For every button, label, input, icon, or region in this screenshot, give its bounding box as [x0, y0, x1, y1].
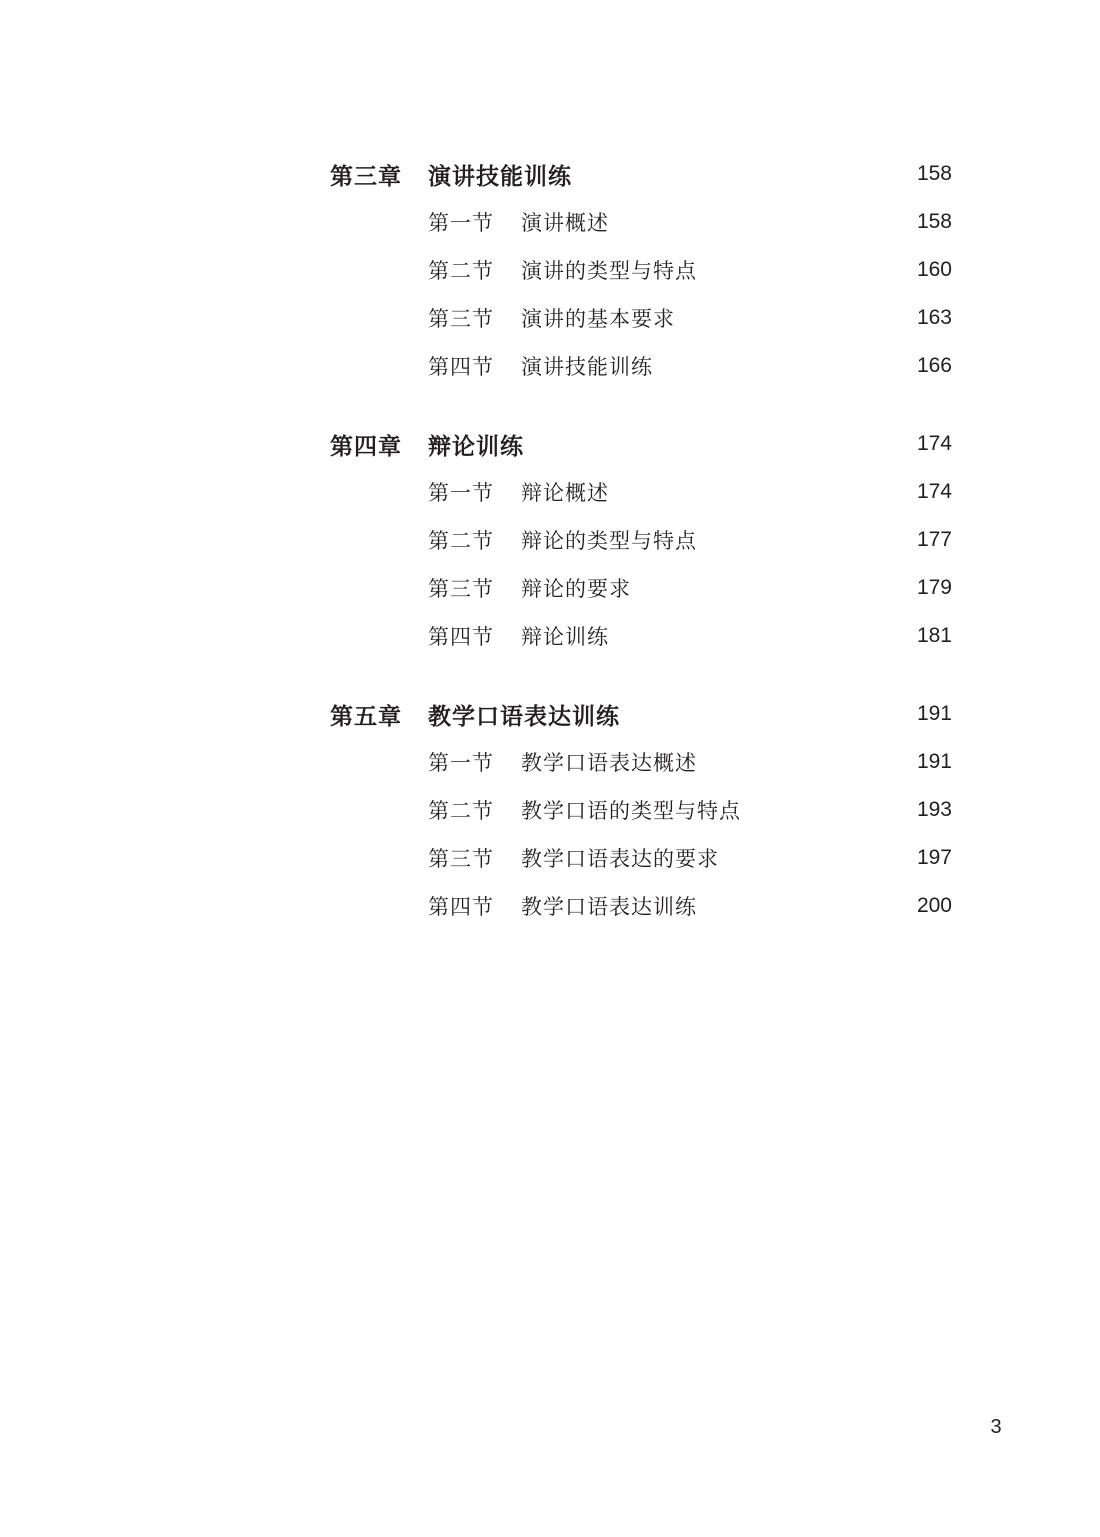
section-page-number: 163: [916, 306, 952, 329]
chapter-entry[interactable]: [330, 420, 952, 468]
section-page-number: 200: [916, 894, 952, 917]
chapter-block: [330, 420, 952, 660]
section-title: 教学口语表达概述: [521, 751, 697, 775]
section-entry[interactable]: [330, 342, 952, 390]
section-entry[interactable]: [330, 198, 952, 246]
chapter-title: 演讲技能训练: [428, 162, 572, 190]
section-title: 辩论训练: [521, 625, 609, 649]
section-page-number: 193: [916, 798, 952, 821]
section-number: 第四节: [428, 895, 494, 919]
section-title: 演讲的类型与特点: [521, 259, 697, 283]
chapter-block: [330, 150, 952, 390]
chapter-entry[interactable]: [330, 690, 952, 738]
section-entry[interactable]: [330, 738, 952, 786]
section-page-number: 166: [916, 354, 952, 377]
section-page-number: 197: [916, 846, 952, 869]
section-number: 第二节: [428, 799, 494, 823]
chapter-page-number: 191: [916, 702, 952, 725]
section-number: 第一节: [428, 211, 494, 235]
section-page-number: 160: [916, 258, 952, 281]
section-title: 教学口语表达的要求: [521, 847, 719, 871]
section-page-number: 177: [916, 528, 952, 551]
chapter-entry[interactable]: [330, 150, 952, 198]
section-number: 第三节: [428, 847, 494, 871]
section-number: 第二节: [428, 529, 494, 553]
chapter-number: 第五章: [330, 702, 402, 730]
section-page-number: 181: [916, 624, 952, 647]
section-title: 教学口语的类型与特点: [521, 799, 741, 823]
chapter-page-number: 158: [916, 162, 952, 185]
section-title: 辩论的类型与特点: [521, 529, 697, 553]
section-number: 第四节: [428, 625, 494, 649]
section-title: 演讲概述: [521, 211, 609, 235]
section-title: 演讲的基本要求: [521, 307, 675, 331]
section-entry[interactable]: [330, 612, 952, 660]
chapter-number: 第三章: [330, 162, 402, 190]
section-entry[interactable]: [330, 834, 952, 882]
section-page-number: 174: [916, 480, 952, 503]
chapter-block: [330, 690, 952, 930]
section-page-number: 179: [916, 576, 952, 599]
section-entry[interactable]: [330, 468, 952, 516]
section-title: 辩论概述: [521, 481, 609, 505]
section-entry[interactable]: [330, 564, 952, 612]
section-number: 第一节: [428, 751, 494, 775]
section-page-number: 158: [916, 210, 952, 233]
section-number: 第二节: [428, 259, 494, 283]
section-entry[interactable]: [330, 516, 952, 564]
section-page-number: 191: [916, 750, 952, 773]
section-title: 辩论的要求: [521, 577, 631, 601]
section-entry[interactable]: [330, 786, 952, 834]
section-number: 第三节: [428, 577, 494, 601]
section-number: 第四节: [428, 355, 494, 379]
chapter-title: 教学口语表达训练: [428, 702, 620, 730]
section-title: 演讲技能训练: [521, 355, 653, 379]
section-entry[interactable]: [330, 882, 952, 930]
chapter-page-number: 174: [916, 432, 952, 455]
section-title: 教学口语表达训练: [521, 895, 697, 919]
page-folio-number: 3: [990, 1416, 1002, 1438]
section-entry[interactable]: [330, 294, 952, 342]
section-number: 第三节: [428, 307, 494, 331]
section-entry[interactable]: [330, 246, 952, 294]
chapter-title: 辩论训练: [428, 432, 524, 460]
chapter-number: 第四章: [330, 432, 402, 460]
section-number: 第一节: [428, 481, 494, 505]
table-of-contents: [330, 150, 952, 960]
